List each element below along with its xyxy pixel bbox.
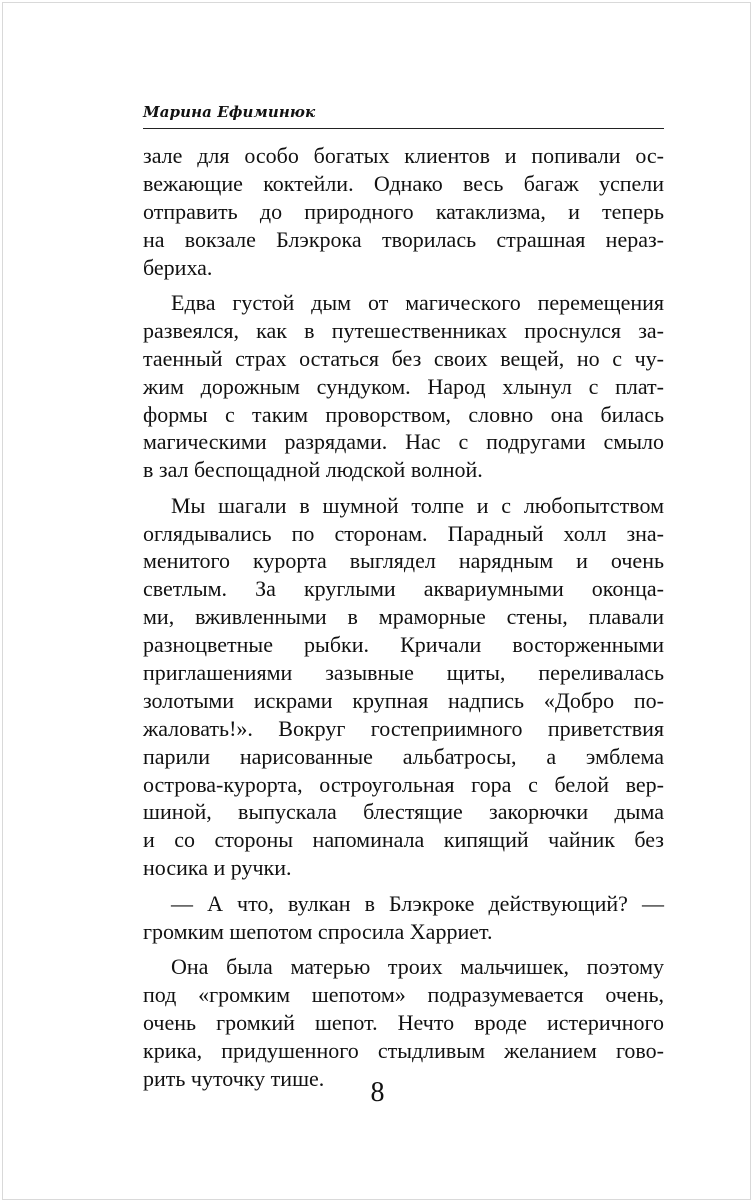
text-line: Она была матерью троих мальчишек, поэтому: [171, 953, 664, 979]
text-line: — А что, вулкан в Блэкроке действующий? —: [171, 890, 664, 916]
page-number: 8: [370, 1077, 385, 1108]
text-line: Мы шагали в шумной толпе и с любопытством: [171, 492, 664, 518]
text-line: на вокзале Блэкрока творилась страшная нераз-: [143, 226, 664, 252]
text-line: светлым. За круглыми аквариумными оконца-: [143, 576, 664, 602]
text-line: вежающие коктейли. Однако весь багаж успели: [143, 170, 664, 196]
text-line: острова-курорта, остроугольная гора с белой вер-: [143, 771, 664, 797]
paragraph: [143, 492, 664, 882]
paragraph: [143, 890, 664, 946]
text-line: очень громкий шепот. Нечто вроде истеричного: [143, 1009, 664, 1035]
text-line: зале для особо богатых клиентов и попивали ос-: [143, 143, 664, 168]
header-rule: [143, 128, 664, 129]
text-line: приглашениями зазывные щиты, переливалась: [143, 660, 664, 686]
text-line: жаловать!». Вокруг гостеприимного приветствия: [143, 715, 664, 741]
body-text: [143, 142, 664, 1092]
text-line: формы с таким проворством, словно она билась: [143, 401, 664, 427]
text-line: магическими разрядами. Нас с подругами смыло: [143, 429, 664, 455]
text-line: оглядывались по сторонам. Парадный холл зна-: [143, 520, 664, 546]
running-head-author: Марина Ефиминюк: [143, 103, 316, 121]
text-line: крика, придушенного стыдливым желанием гово-: [143, 1037, 664, 1063]
paragraph: [143, 289, 664, 484]
text-line: развеялся, как в путешественниках проснулся за-: [143, 317, 664, 343]
text-line: золотыми искрами крупная надпись «Добро по-: [143, 687, 664, 713]
text-line: рить чуточку тише.: [143, 1065, 325, 1091]
text-line: в зал беспощадной людской волной.: [143, 457, 483, 483]
text-line: и со стороны напоминала кипящий чайник без: [143, 827, 664, 853]
paragraph: [143, 142, 664, 281]
text-line: разноцветные рыбки. Кричали восторженными: [143, 632, 664, 658]
text-line: громким шепотом спросила Харриет.: [143, 918, 493, 944]
text-line: ми, вживленными в мраморные стены, плавали: [143, 604, 664, 630]
text-line: Едва густой дым от магического перемещения: [171, 289, 664, 315]
text-line: жим дорожным сундуком. Народ хлынул с плат-: [143, 373, 664, 399]
text-line: носика и ручки.: [143, 855, 292, 881]
paragraph: [143, 953, 664, 1092]
text-line: таенный страх остаться без своих вещей, но с чу-: [143, 345, 664, 371]
text-line: менитого курорта выглядел нарядным и очень: [143, 548, 664, 574]
text-line: отправить до природного катаклизма, и теперь: [143, 198, 664, 224]
text-line: парили нарисованные альбатросы, а эмблема: [143, 743, 664, 769]
text-line: бериха.: [143, 254, 213, 280]
text-line: под «громким шепотом» подразумевается очень,: [143, 981, 664, 1007]
text-line: шиной, выпускала блестящие закорючки дыма: [143, 799, 664, 825]
